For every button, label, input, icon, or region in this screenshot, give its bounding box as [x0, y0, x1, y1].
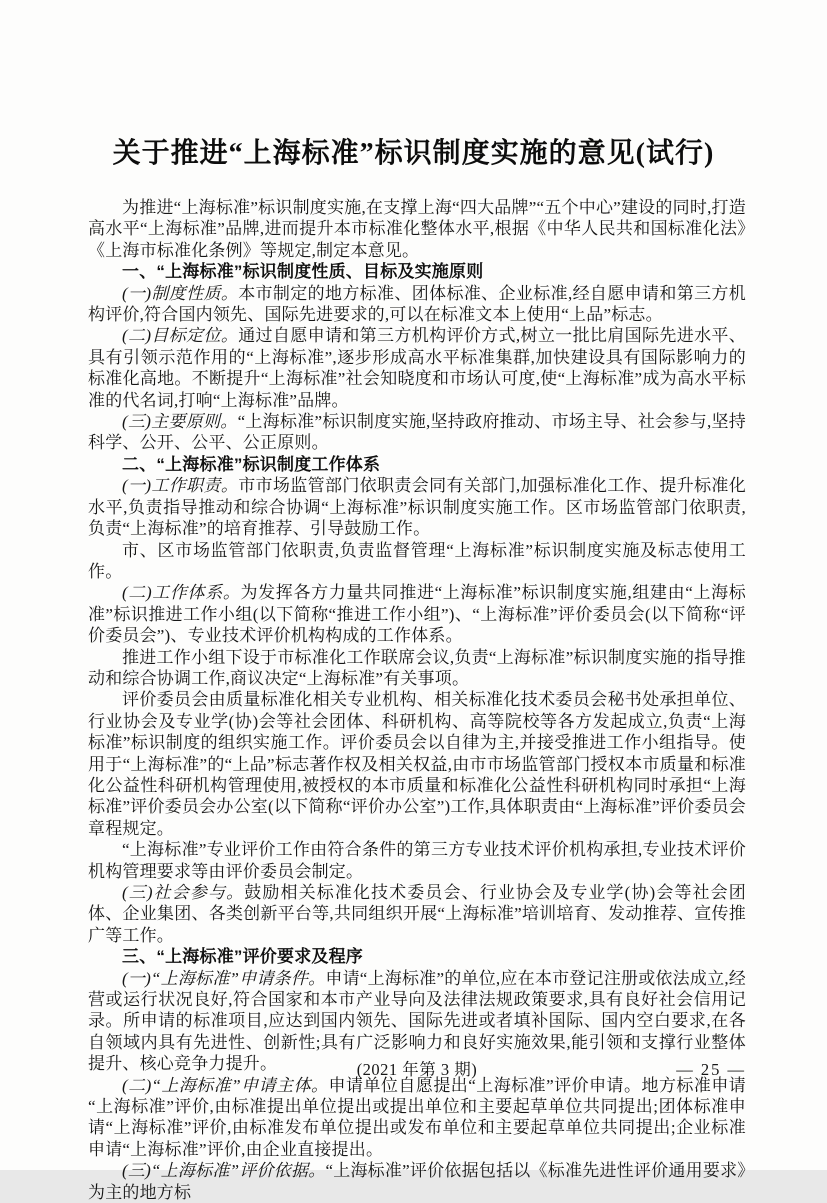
paragraph-text: 申请单位自愿提出“上海标准”评价申请。地方标准申请“上海标准”评价,由标准提出单位提出或提出单位和主要起草单位共同提出;团体标准申请“上海标准”评价,由标准发布单位提出或发布单位和主要起草单位共同提出;企业标准申请“上海标准”评价,由企业直接提出。 [88, 1075, 747, 1159]
section-heading: 二、“上海标准”标识制度工作体系 [122, 454, 381, 474]
paragraph-text: 为推进“上海标准”标识制度实施,在支撑上海“四大品牌”“五个中心”建设的同时,打造高水平“上海标准”品牌,进而提升本市标准化整体水平,根据《中华人民共和国标准化法》《上海市标准化条例》等规定,制定本意见。 [88, 198, 746, 260]
paragraph-text: 本市制定的地方标准、团体标准、企业标准,经自愿申请和第三方机构评价,符合国内领先、国际先进要求的,可以在标准文本上使用“上品”标志。 [88, 283, 746, 325]
paragraph-text: 申请“上海标准”的单位,应在本市登记注册或依法成立,经营或运行状况良好,符合国家和本市产业导向及法律法规政策要求,具有良好社会信用记录。所申请的标准项目,应达到国内领先、国际先进或者填补国际、国内空白要求,在各自领域内具有先进性、创新性;具有广泛影响力和良好实施效果,能引领和支撑行业整体提升、核心竞争力提升。 [88, 968, 746, 1074]
paragraph-text: 评价委员会由质量标准化相关专业机构、相关标准化技术委员会秘书处承担单位、行业协会及专业学(协)会等社会团体、科研机构、高等院校等各方发起成立,负责“上海标准”标识制度的组织实施工作。评价委员会以自律为主,并接受推进工作小组指导。使用于“上海标准”的“上品”标志著作权及相关权益,由市市场监管部门授权本市质量和标准化公益性科研机构管理使用,被授权的本市质量和标准化公益性科研机构同时承担“上海标准”评价委员会办公室(以下简称“评价办公室”)工作,具体职责由“上海标准”评价委员会章程规定。 [88, 690, 746, 838]
paragraph [88, 582, 746, 646]
journal-issue-label: (2021 年第 3 期) [356, 1060, 478, 1079]
paragraph-label: (三)主要原则。 [122, 412, 238, 432]
paragraph-label: (一)制度性质。 [122, 283, 239, 303]
section-heading: 三、“上海标准”评价要求及程序 [122, 947, 363, 967]
paragraph [88, 839, 746, 882]
paragraph-label: (一)“上海标准”申请条件。 [122, 968, 326, 988]
document-title: 关于推进“上海标准”标识制度实施的意见(试行) [112, 138, 715, 169]
paragraph-text: “上海标准”评价依据包括以《标准先进性评价通用要求》为主的地方标 [88, 1161, 746, 1202]
page-number: — 25 — [676, 1060, 746, 1079]
paragraph-text: 鼓励相关标准化技术委员会、行业协会及专业学(协)会等社会团体、企业集团、各类创新平台等,共同组织开展“上海标准”培训培育、发动推荐、宣传推广等工作。 [88, 883, 746, 945]
paragraph [88, 325, 746, 411]
paragraph [88, 1160, 746, 1203]
paragraph [88, 689, 746, 839]
paragraph-text: “上海标准”标识制度实施,坚持政府推动、市场主导、社会参与,坚持科学、公开、公平、公正原则。 [88, 412, 746, 453]
paragraph-text: 市市场监管部门依职责会同有关部门,加强标准化工作、提升标准化水平,负责指导推动和综合协调“上海标准”标识制度实施工作。区市场监管部门依职责,负责“上海标准”的培育推荐、引导鼓励工作。 [88, 476, 746, 539]
paragraph-label: (三)“上海标准”评价依据。 [122, 1161, 326, 1181]
paragraph-label: (二)“上海标准”申请主体。 [122, 1075, 329, 1095]
paragraph-label: (二)工作体系。 [122, 583, 241, 603]
paragraph [88, 283, 746, 326]
paragraph [88, 475, 746, 539]
document-body [88, 197, 746, 1203]
paragraph-label: (二)目标定位。 [122, 326, 239, 346]
section-heading: 一、“上海标准”标识制度性质、目标及实施原则 [122, 262, 484, 282]
paragraph [88, 540, 746, 583]
paragraph [88, 411, 746, 454]
paragraph-label: (三)社会参与。 [122, 883, 245, 902]
paragraph-text: 通过自愿申请和第三方机构评价方式,树立一批比肩国际先进水平、具有引领示范作用的“上海标准”,逐步形成高水平标准集群,加快建设具有国际影响力的标准化高地。不断提升“上海标准”社会知晓度和市场认可度,使“上海标准”成为高水平标准的代名词,打响“上海标准”品牌。 [88, 326, 746, 410]
paragraph [88, 197, 746, 261]
paragraph [88, 882, 746, 946]
paragraph [88, 1075, 746, 1161]
paragraph-text: 为发挥各方力量共同推进“上海标准”标识制度实施,组建由“上海标准”标识推进工作小组(以下简称“推进工作小组”)、“上海标准”评价委员会(以下简称“评价委员会”)、专业技术评价机构构成的工作体系。 [88, 583, 746, 646]
page-footer [88, 1058, 746, 1082]
paragraph-text: 推进工作小组下设于市标准化工作联席会议,负责“上海标准”标识制度实施的指导推动和综合协调工作,商议决定“上海标准”有关事项。 [88, 647, 746, 688]
paragraph-label: (一)工作职责。 [122, 476, 239, 496]
paragraph-text: “上海标准”专业评价工作由符合条件的第三方专业技术评价机构承担,专业技术评价机构管理要求等由评价委员会制定。 [88, 840, 746, 881]
paragraph-text: 市、区市场监管部门依职责,负责监督管理“上海标准”标识制度实施及标志使用工作。 [88, 540, 746, 581]
paragraph [88, 647, 746, 690]
